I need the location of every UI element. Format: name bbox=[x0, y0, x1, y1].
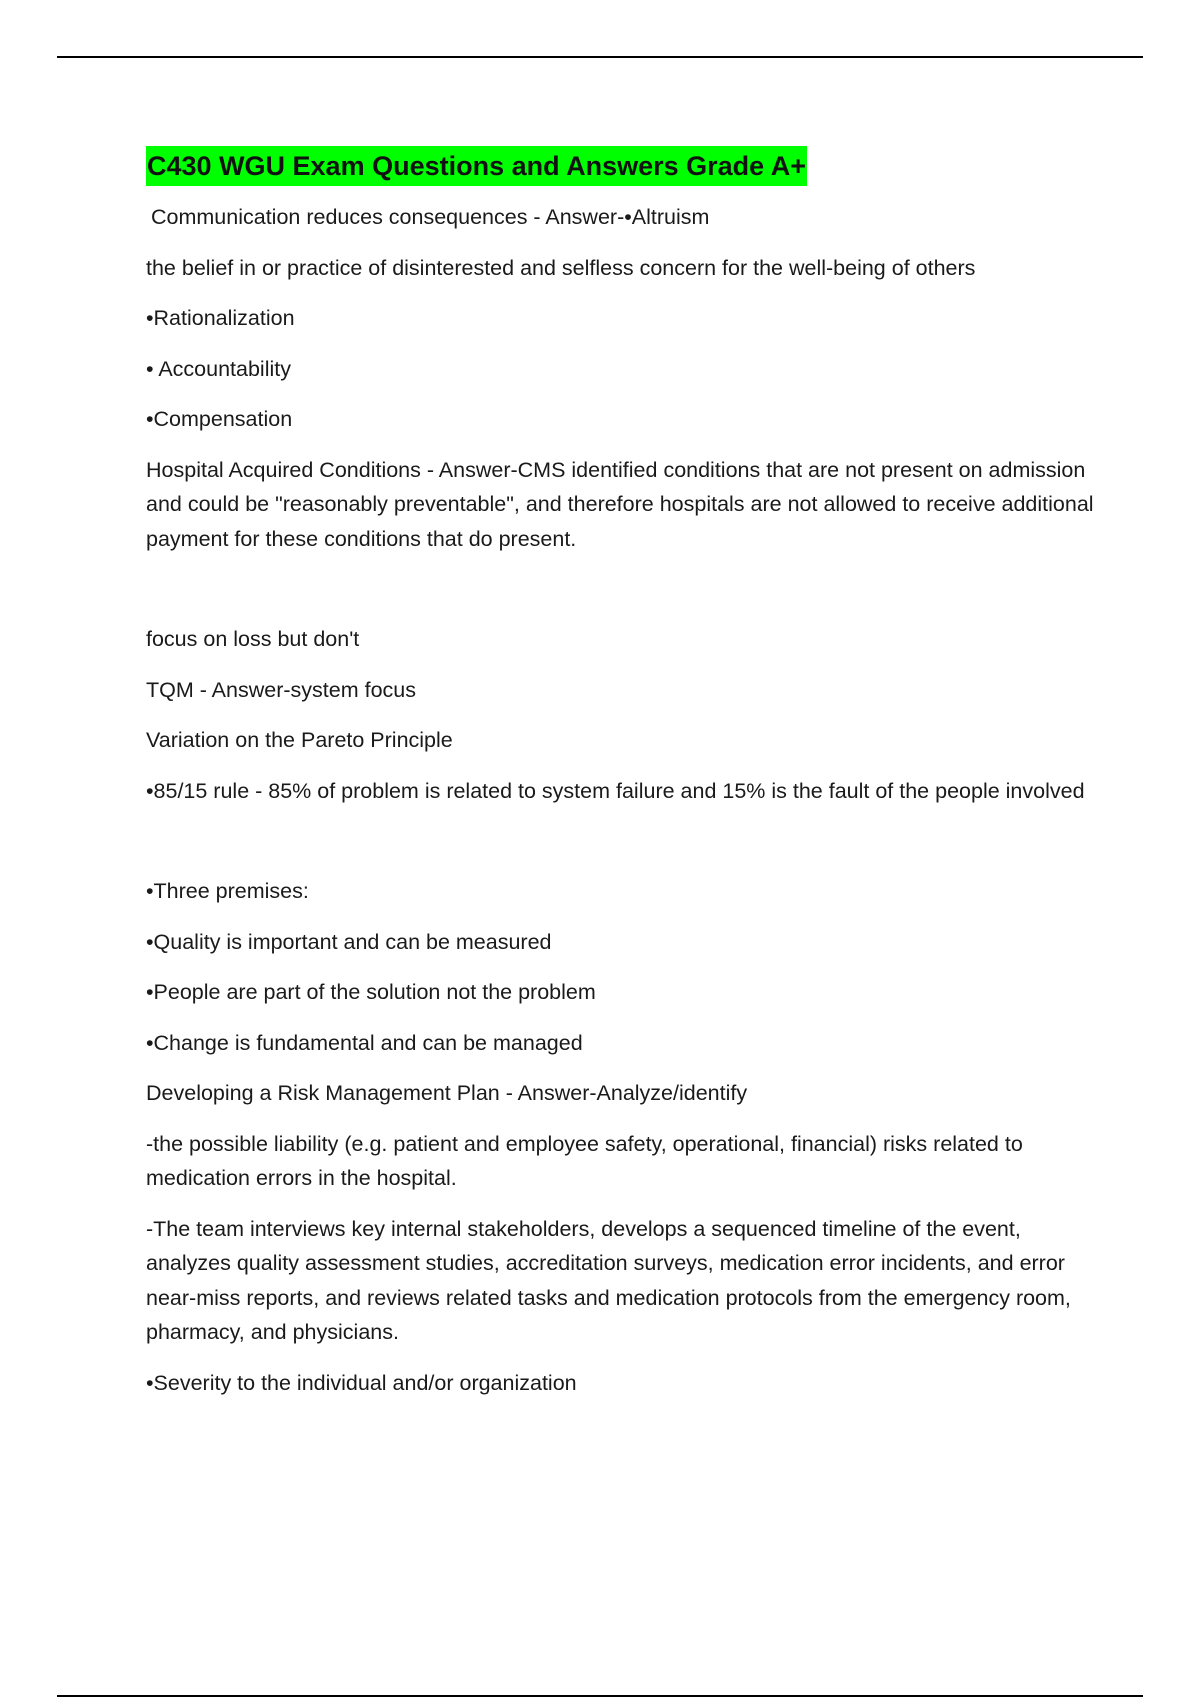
paragraph: Communication reduces consequences - Answer-•Altruism bbox=[151, 205, 710, 229]
header-rule bbox=[57, 56, 1143, 58]
paragraph: •Severity to the individual and/or organization bbox=[146, 1370, 577, 1395]
paragraph: -the possible liability (e.g. patient and employee safety, operational, financial) risks related to medication errors in the hospital. bbox=[146, 1131, 1023, 1190]
paragraph: -The team interviews key internal stakeholders, develops a sequenced timeline of the event, analyzes quality assessment studies, accreditation surveys, medication error incidents, and error near-miss reports, and reviews related tasks and medication protocols from the emergency room, pharmacy, and physicians. bbox=[146, 1216, 1071, 1344]
paragraph: TQM - Answer-system focus bbox=[146, 677, 416, 702]
paragraph: •Change is fundamental and can be managed bbox=[146, 1030, 583, 1055]
paragraph: •Compensation bbox=[146, 407, 293, 431]
document-title: C430 WGU Exam Questions and Answers Grade A+ bbox=[146, 146, 807, 186]
paragraph: Variation on the Pareto Principle bbox=[146, 728, 453, 752]
paragraph: • Accountability bbox=[146, 356, 291, 381]
paragraph: •People are part of the solution not the problem bbox=[146, 980, 596, 1004]
paragraph: the belief in or practice of disinterested and selfless concern for the well-being of others bbox=[146, 255, 976, 280]
footer-rule bbox=[57, 1695, 1143, 1697]
document-body bbox=[146, 146, 1096, 1416]
paragraph: •Rationalization bbox=[146, 306, 295, 330]
paragraph: Hospital Acquired Conditions - Answer-CMS identified conditions that are not present on admission and could be "reasonably preventable", and therefore hospitals are not allowed to receive additional payment for these conditions that do present. bbox=[146, 457, 1094, 551]
paragraph: •85/15 rule - 85% of problem is related to system failure and 15% is the fault of the people involved bbox=[146, 778, 1085, 803]
paragraph: •Three premises: bbox=[146, 879, 309, 903]
paragraph: •Quality is important and can be measured bbox=[146, 929, 552, 954]
paragraph: focus on loss but don't bbox=[146, 627, 360, 651]
paragraph: Developing a Risk Management Plan - Answer-Analyze/identify bbox=[146, 1081, 748, 1105]
